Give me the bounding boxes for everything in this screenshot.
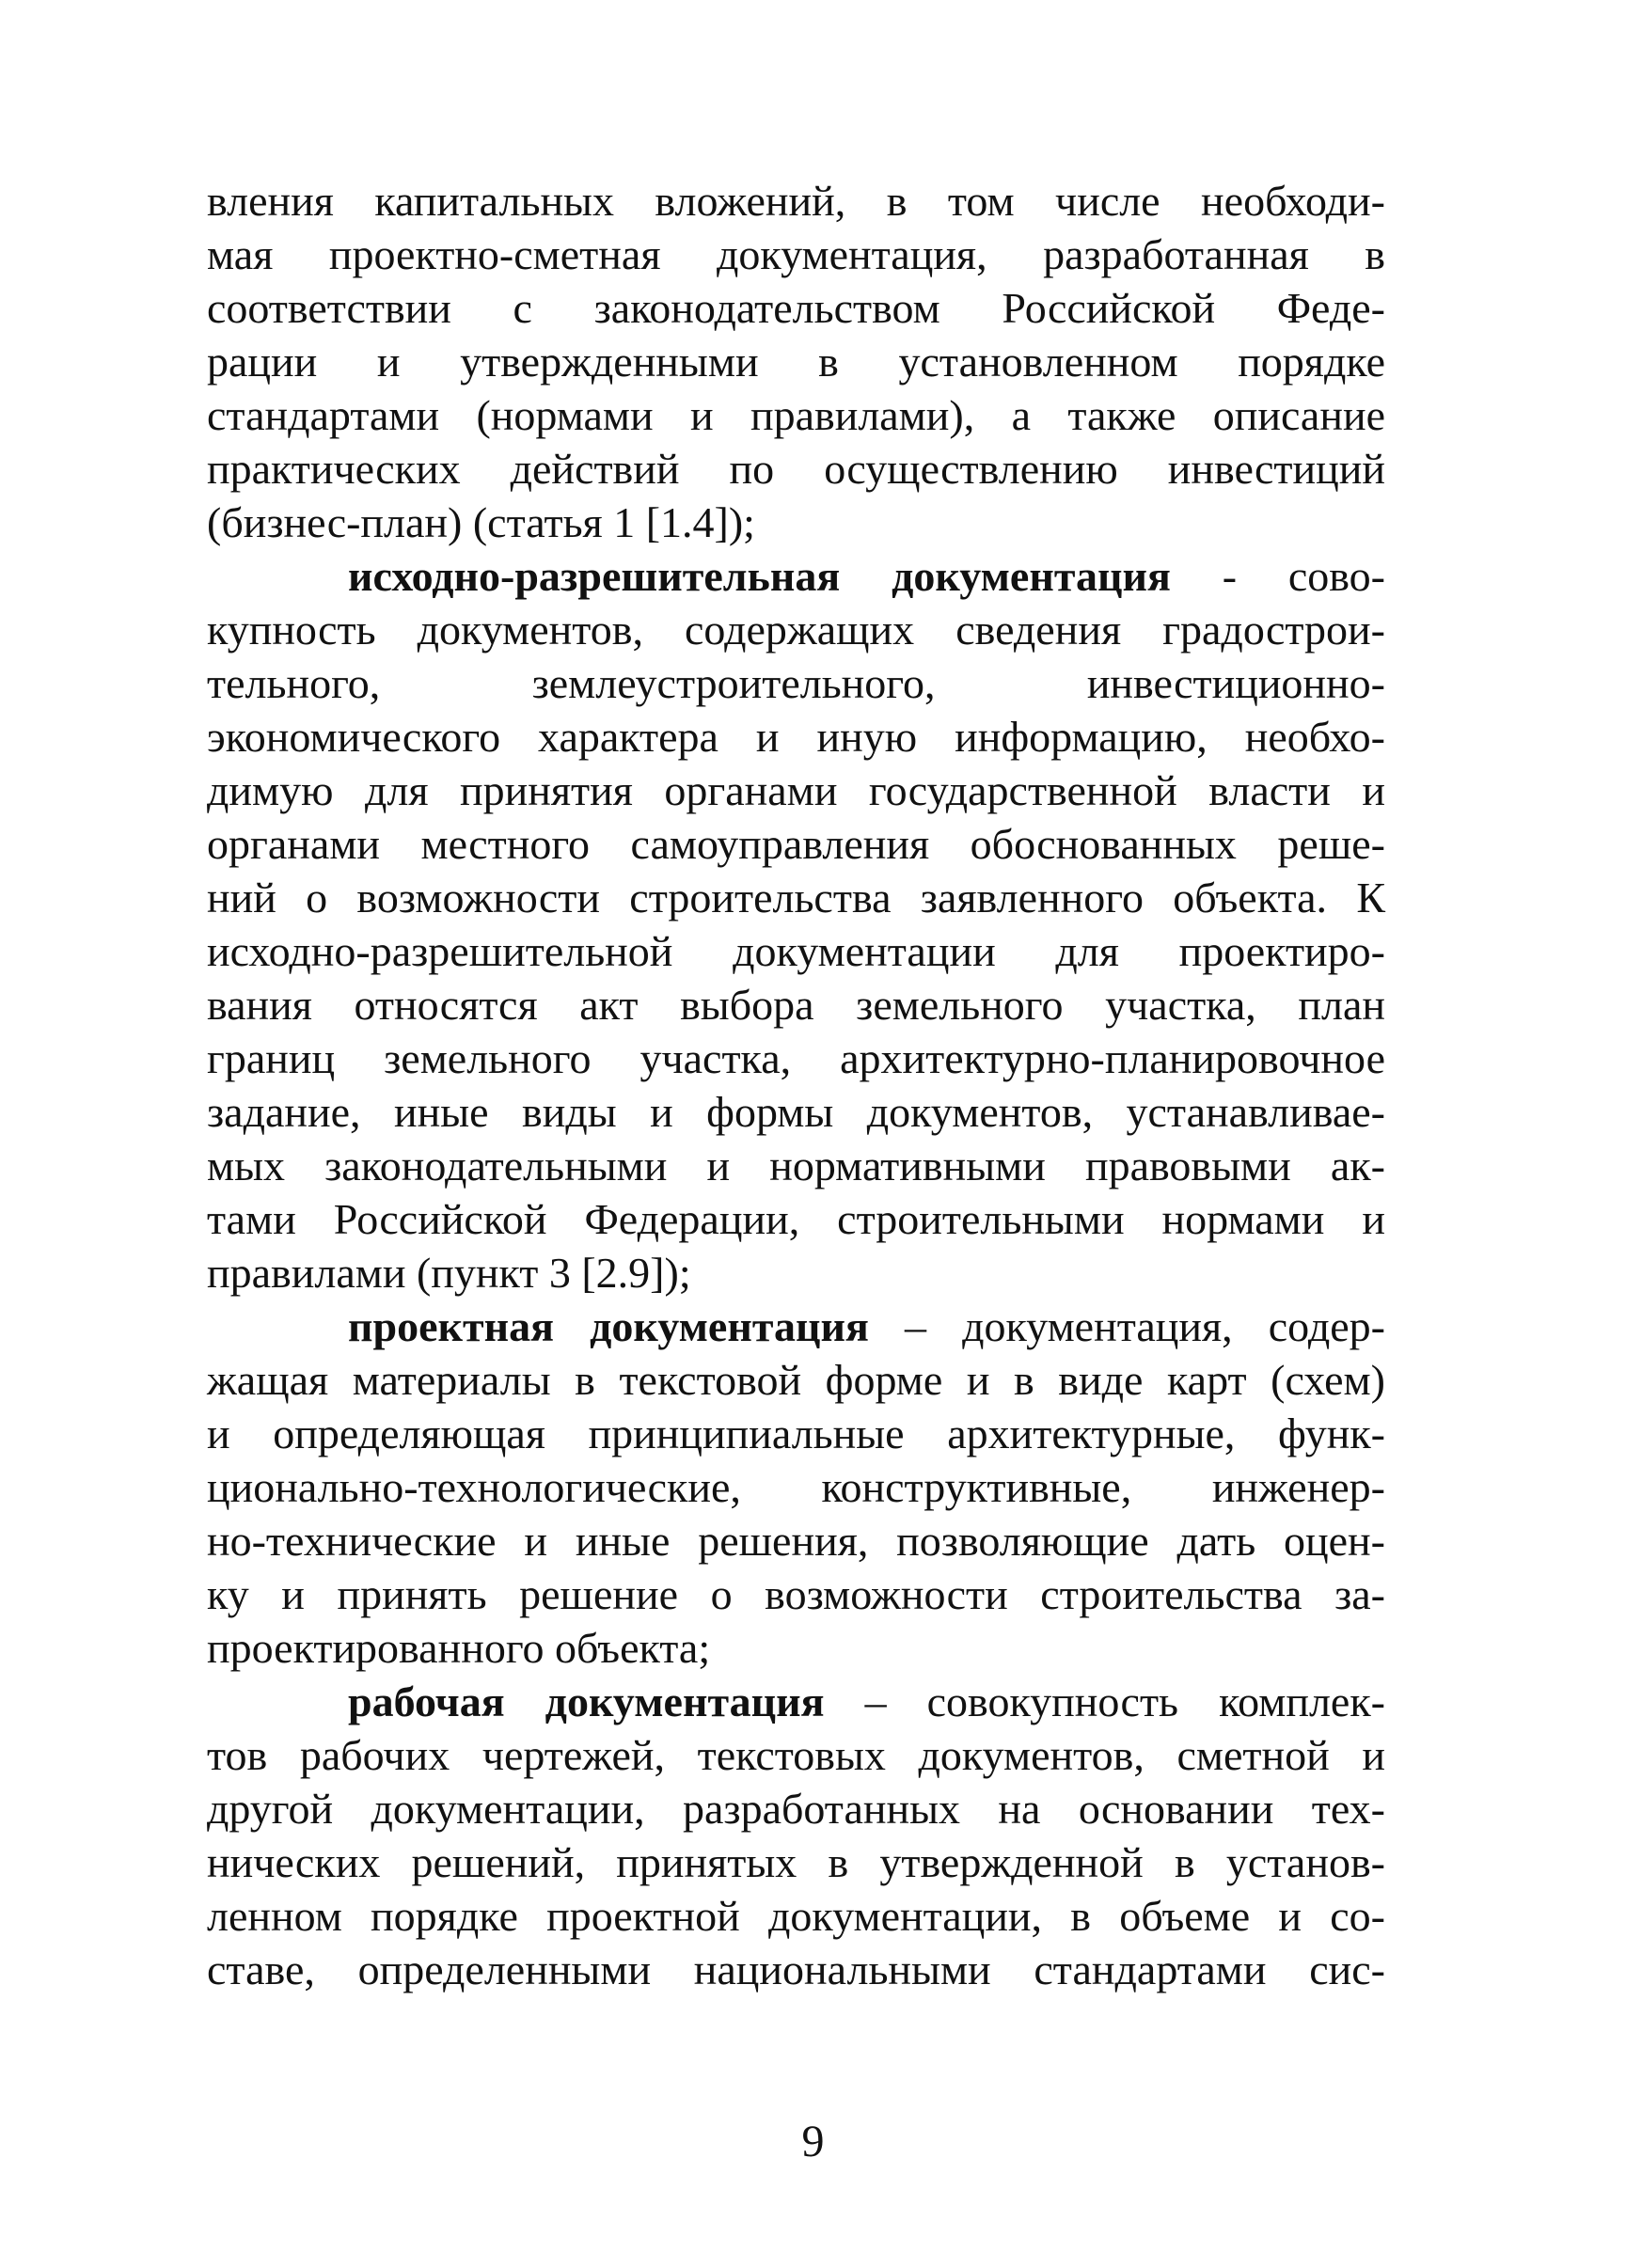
defined-term: исходно-разрешительная документация <box>348 552 1171 600</box>
defined-term: проектная документация <box>348 1302 869 1350</box>
definition-paragraph <box>207 1675 1385 1996</box>
text-line: ний о возможности строительства заявленного объекта. К <box>207 874 1385 921</box>
text-line: купность документов, содержащих сведения градострои- <box>207 606 1385 654</box>
text-line: тами Российской Федерации, строительными нормами и <box>207 1195 1385 1243</box>
text-line: вания относятся акт выбора земельного участка, план <box>207 981 1385 1029</box>
text-line: ку и принять решение о возможности строительства за- <box>207 1570 1385 1618</box>
text-line: нических решений, принятых в утвержденной в установ- <box>207 1838 1385 1886</box>
text-line: стандартами (нормами и правилами), а также описание <box>207 391 1385 439</box>
definition-paragraph <box>207 1299 1385 1675</box>
text-line: тов рабочих чертежей, текстовых документов, сметной и <box>207 1731 1385 1779</box>
text-line: другой документации, разработанных на основании тех- <box>207 1785 1385 1833</box>
text-line: органами местного самоуправления обоснованных реше- <box>207 820 1385 868</box>
definition-paragraph <box>207 549 1385 1299</box>
page-number: 9 <box>801 2117 825 2166</box>
text-line: но-технические и иные решения, позволяющие дать оцен- <box>207 1517 1385 1565</box>
text-line: границ земельного участка, архитектурно-планировочное <box>207 1034 1385 1082</box>
text-line: задание, иные виды и формы документов, устанавливае- <box>207 1088 1385 1136</box>
text-line: правилами (пункт 3 [2.9]); <box>207 1249 691 1297</box>
body-text <box>207 174 1385 1996</box>
text-line <box>207 549 1385 603</box>
text-line <box>207 1675 1385 1728</box>
text-line: и определяющая принципиальные архитектурные, функ- <box>207 1410 1385 1457</box>
text-line: мых законодательными и нормативными правовыми ак- <box>207 1142 1385 1189</box>
text-line: ционально-технологические, конструктивные, инженер- <box>207 1463 1385 1511</box>
paragraph-continuation <box>207 174 1385 549</box>
definition-start: - сово- <box>1170 552 1385 600</box>
text-line: ленном порядке проектной документации, в объеме и со- <box>207 1892 1385 1940</box>
text-line: димую для принятия органами государственной власти и <box>207 766 1385 814</box>
text-line: ставе, определенными национальными стандартами сис- <box>207 1945 1385 1993</box>
text-line <box>207 1299 1385 1353</box>
text-line: экономического характера и иную информацию, необхо- <box>207 713 1385 761</box>
text-line: проектированного объекта; <box>207 1624 711 1672</box>
text-line: вления капитальных вложений, в том числе необходи- <box>207 177 1385 225</box>
text-line: тельного, землеустроительного, инвестиционно- <box>207 659 1385 707</box>
text-line: практических действий по осуществлению инвестиций <box>207 445 1385 493</box>
definition-start: – документация, содер- <box>868 1302 1385 1350</box>
text-line: соответствии с законодательством Российской Феде- <box>207 284 1385 332</box>
text-line: исходно-разрешительной документации для проектиро- <box>207 927 1385 975</box>
defined-term: рабочая документация <box>348 1677 825 1725</box>
text-line: (бизнес-план) (статья 1 [1.4]); <box>207 498 755 546</box>
definition-start: – совокупность комплек- <box>824 1677 1385 1725</box>
text-line: жащая материалы в текстовой форме и в виде карт (схем) <box>207 1356 1385 1404</box>
text-line: мая проектно-сметная документация, разработанная в <box>207 230 1385 278</box>
text-line: рации и утвержденными в установленном порядке <box>207 338 1385 386</box>
